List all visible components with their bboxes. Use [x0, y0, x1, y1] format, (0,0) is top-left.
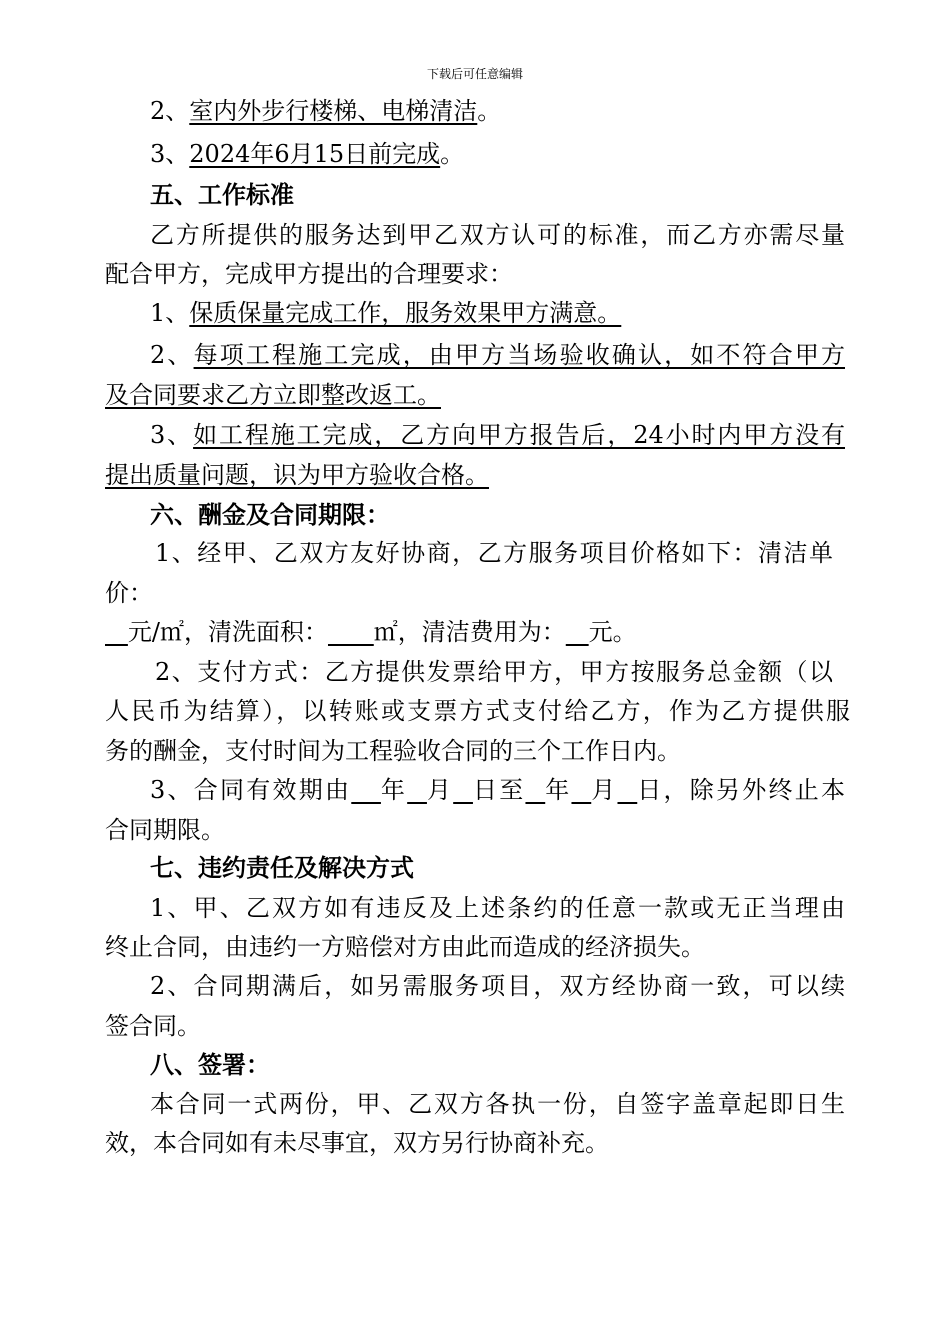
blank-field [525, 776, 545, 804]
item-number: 1、 [150, 299, 190, 327]
s6-p2-line-1: 2、支付方式：乙方提供发票给甲方，甲方按服务总金额（以 [155, 658, 833, 686]
s7-p1-line-1: 1、甲、乙双方如有违反及上述条约的任意一款或无正当理由 [150, 894, 845, 922]
item-number: 2、 [150, 341, 194, 369]
text-segment: 日至 [472, 776, 526, 804]
item-number: 3、 [150, 421, 194, 449]
s5-item-2-line-2 [105, 380, 850, 410]
item-end: 。 [477, 97, 502, 125]
section-heading-7: 七、违约责任及解决方式 [150, 854, 414, 882]
blank-field [453, 776, 473, 804]
underlined-text: 及合同要求乙方立即整改返工。 [105, 381, 441, 409]
item-number: 2、 [150, 97, 190, 125]
text-segment: 元/㎡，清洗面积： [127, 618, 328, 646]
text-segment: 月 [426, 776, 454, 804]
item-number: 3、 [150, 140, 190, 168]
s6-p3-line-2: 合同期限。 [105, 816, 225, 844]
s6-p1-line-1: 1、经甲、乙双方友好协商，乙方服务项目价格如下：清洁单 [155, 539, 833, 567]
s7-p1-line-2: 终止合同，由违约一方赔偿对方由此而造成的经济损失。 [105, 933, 705, 961]
text-segment: 月 [591, 776, 618, 804]
section-heading-6: 六、酬金及合同期限： [150, 501, 390, 529]
text-segment: 日，除另外终止本 [637, 776, 845, 804]
text-segment: 年 [545, 776, 572, 804]
underlined-text: 室内外步行楼梯、电梯清洁 [189, 97, 478, 125]
blank-field [105, 618, 128, 646]
blank-field [328, 618, 374, 646]
underlined-text: 保质保量完成工作，服务效果甲方满意。 [189, 299, 622, 327]
s4-item-3 [150, 139, 895, 169]
underlined-text: 提出质量问题，识为甲方验收合格。 [105, 461, 489, 489]
s4-item-2 [150, 96, 895, 126]
text-segment: 3、合同有效期由 [150, 776, 352, 804]
s7-p2-line-1: 2、合同期满后，如另需服务项目，双方经协商一致，可以续 [150, 972, 845, 1000]
s6-p2-line-3: 务的酬金，支付时间为工程验收合同的三个工作日内。 [105, 737, 681, 765]
s5-intro-line-2: 配合甲方，完成甲方提出的合理要求： [105, 260, 513, 288]
s8-p1-line-1: 本合同一式两份，甲、乙双方各执一份，自签字盖章起即日生 [150, 1090, 845, 1118]
underlined-text: 每项工程施工完成，由甲方当场验收确认，如不符合甲方 [193, 341, 845, 369]
s5-item-3-line-1 [150, 420, 845, 450]
item-end: 。 [440, 140, 465, 168]
s5-item-1 [150, 298, 895, 328]
underlined-text: 如工程施工完成，乙方向甲方报告后，24小时内甲方没有 [193, 421, 845, 449]
page-header: 下载后可任意编辑 [426, 67, 523, 81]
section-heading-8: 八、签署： [150, 1051, 270, 1079]
underlined-text: 2024年6月15日前完成 [189, 140, 441, 168]
s7-p2-line-2: 签合同。 [105, 1012, 201, 1040]
blank-field [566, 618, 589, 646]
s6-p1-line-2: 价： [105, 579, 153, 607]
s5-item-3-line-2 [105, 460, 850, 490]
s5-intro-line-1: 乙方所提供的服务达到甲乙双方认可的标准，而乙方亦需尽量 [150, 221, 845, 249]
blank-field [571, 776, 591, 804]
text-segment: ㎡，清洁费用为： [373, 618, 566, 646]
s5-item-2-line-1 [150, 340, 845, 370]
section-heading-5: 五、工作标准 [150, 181, 294, 209]
text-segment: 年 [380, 776, 408, 804]
s6-p1-line-3 [105, 617, 850, 647]
s6-p3-line-1 [150, 775, 845, 805]
s6-p2-line-2: 人民币为结算），以转账或支票方式支付给乙方，作为乙方提供服 [105, 697, 850, 725]
text-segment: 元。 [588, 618, 637, 646]
blank-field [351, 776, 381, 804]
blank-field [407, 776, 427, 804]
blank-field [617, 776, 637, 804]
s8-p1-line-2: 效，本合同如有未尽事宜，双方另行协商补充。 [105, 1129, 609, 1157]
